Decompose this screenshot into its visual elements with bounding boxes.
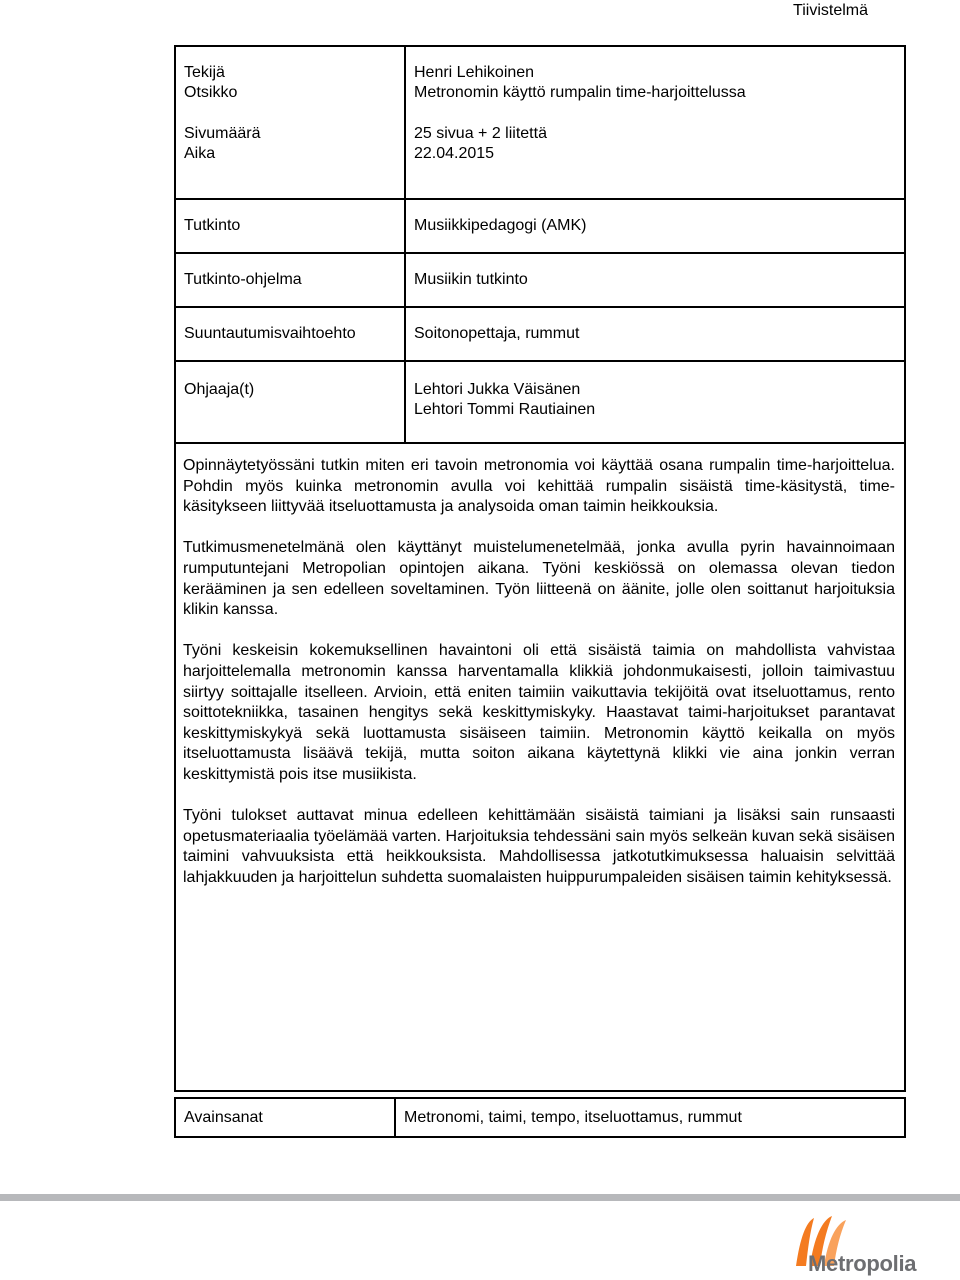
programme-label: Tutkinto-ohjelma: [175, 253, 405, 307]
author-value: Henri Lehikoinen: [414, 64, 535, 81]
title-value: Metronomin käyttö rumpalin time-harjoittelussa: [414, 84, 746, 101]
page-heading: Tiivistelmä: [793, 2, 868, 19]
specialisation-label: Suuntautumisvaihtoehto: [175, 307, 405, 361]
abstract-text: [183, 456, 895, 909]
supervisor-1: Lehtori Jukka Väisänen: [414, 381, 581, 398]
keywords-value: Metronomi, taimi, tempo, itseluottamus, rummut: [404, 1109, 742, 1126]
author-label: Tekijä: [184, 64, 225, 81]
degree-label: Tutkinto: [175, 199, 405, 253]
abstract-paragraph-4: Työni tulokset auttavat minua edelleen kehittämään sisäistä taimiani ja lisäksi sain runsaasti opetusmateriaalia työelämää varten. Harjoituksia tehdessäni sain myös selkeän kuvan sekä sisäisen taimini vahvuuksista että heikkouksista. Mahdollisessa jatkotutkimuksessa haluaisin selvittää lahjakkuuden ja harjoittelun suhdetta suomalaisten huippurumpaleiden sisäisen taimin kehityksessä.: [183, 807, 895, 886]
programme-row: [175, 253, 905, 307]
date-label: Aika: [184, 144, 216, 162]
pages-label: Sivumäärä: [184, 124, 261, 142]
footer-stripe: [0, 1194, 960, 1201]
pages-value: 25 sivua + 2 liitettä: [414, 124, 547, 142]
author-title-row: [175, 46, 905, 199]
keywords-row: [174, 1097, 906, 1138]
abstract-paragraph-1: Opinnäytetyössäni tutkin miten eri tavoin metronomia voi käyttää osana rumpalin time-harjoittelua. Pohdin myös kuinka metronomin avulla voi kehittää rumpalin sisäistä time-käsitystä, time-käsitykseen liittyvää itseluottamusta ja analysoida oman taimin heikkouksia.: [183, 457, 895, 516]
programme-value: Musiikin tutkinto: [405, 253, 905, 307]
supervisors-label: Ohjaaja(t): [175, 361, 405, 443]
author-title-labels: [175, 46, 405, 199]
specialisation-row: [175, 307, 905, 361]
degree-value: Musiikkipedagogi (AMK): [405, 199, 905, 253]
degree-row: [175, 199, 905, 253]
supervisor-2: Lehtori Tommi Rautiainen: [414, 401, 596, 418]
date-value: 22.04.2015: [414, 144, 495, 162]
title-label: Otsikko: [184, 84, 238, 101]
abstract-paragraph-2: Tutkimusmenetelmänä olen käyttänyt muistelumenetelmää, jonka avulla pyrin havainnoimaan rumputuntejani Metropolian opintojen aikana. Työni keskiössä on olemassa olevan tiedon kerääminen ja sen edelleen soveltaminen. Työn liitteenä on äänite, jolle olen soittanut harjoituksia klikin kanssa.: [183, 539, 895, 619]
specialisation-value: Soitonopettaja, rummut: [405, 307, 905, 361]
author-title-values: [405, 46, 905, 199]
keywords-label: Avainsanat: [176, 1099, 396, 1136]
abstract-paragraph-3: Työni keskeisin kokemuksellinen havaintoni oli että sisäistä taimia on mahdollista vahvistaa harjoittelemalla metronomin kanssa harventamalla klikkiä johdonmukaisesti, jolloin taimivastuu siirtyy soittajalle itselleen. Arvioin, että eniten taimiin vaikuttavia tekijöitä ovat itseluottamus, rento soittotekniikka, tasainen hengitys sekä keskittymiskyky. Haastavat taimi-harjoitukset parantavat keskittymiskykyä sekä luottamusta sisäiseen taimiin. Metronomin käyttö keikalla on myös itseluottamusta lisäävä tekijä, mutta soiton aikana käytettynä klikki vie aina jonkin verran keskittymistä pois itse musiikista.: [183, 642, 895, 783]
metadata-table: [174, 45, 906, 444]
logo-text: Metropolia: [808, 1251, 917, 1276]
